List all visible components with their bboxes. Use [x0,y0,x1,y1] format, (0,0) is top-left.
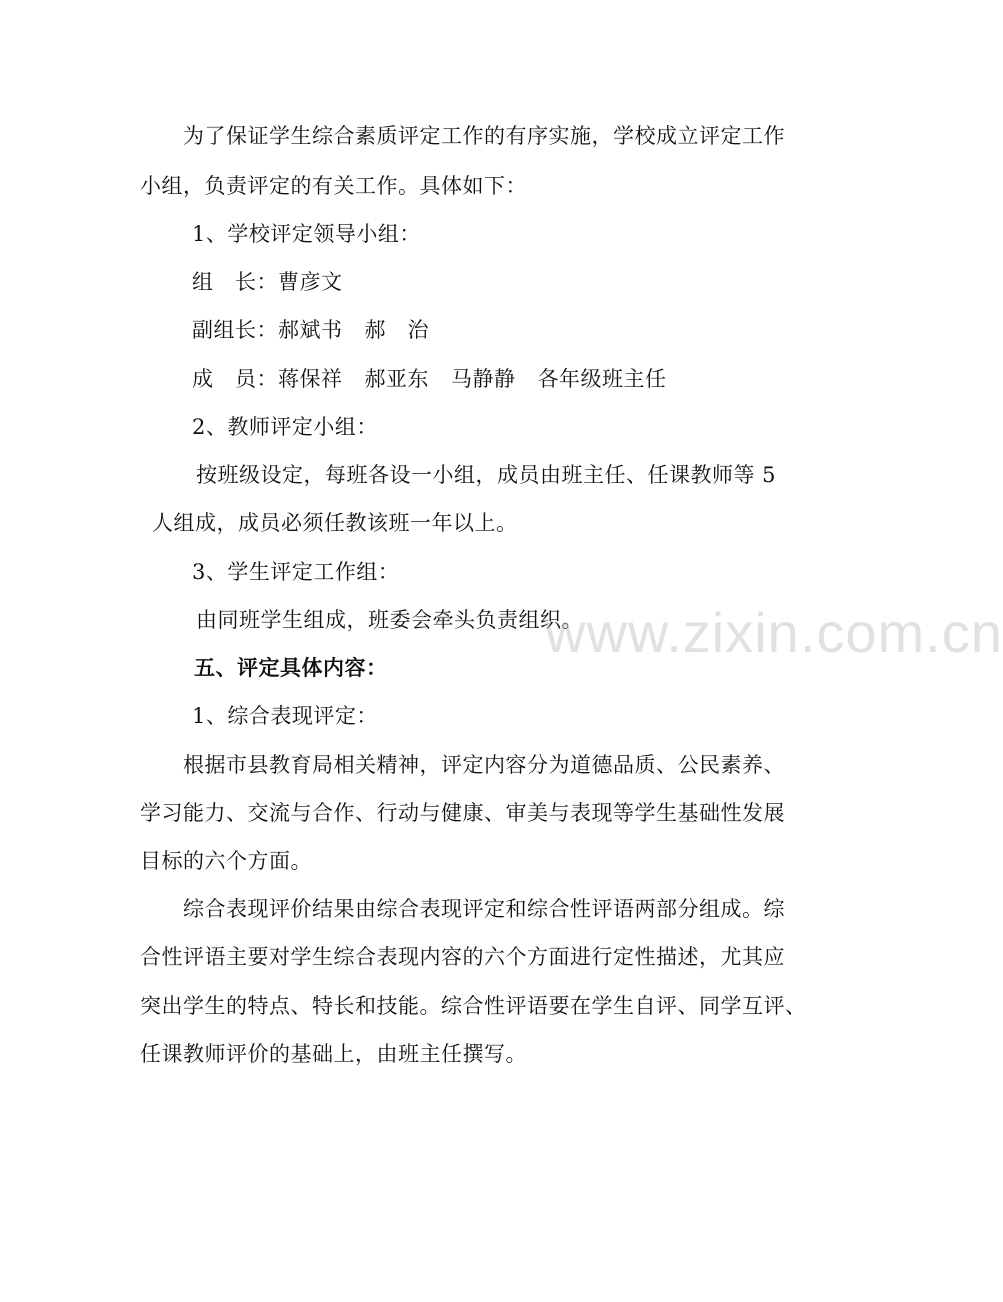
member-name-4: 各年级班主任 [537,367,667,391]
item2-title: 2、教师评定小组： [192,415,378,439]
item1-title: 1、学校评定领导小组： [192,222,421,246]
section-five-title: 五、评定具体内容： [194,655,388,680]
vice-name-2: 郝 治 [364,318,429,342]
sub1-title: 1、综合表现评定： [192,704,378,728]
leader-row [192,268,343,296]
intro-line-1: 为了保证学生综合素质评定工作的有序实施，学校成立评定工作 [183,124,785,148]
sub1-p2-line-4: 任课教师评价的基础上，由班主任撰写。 [140,1042,527,1066]
item2-line-2: 人组成，成员必须任教该班一年以上。 [152,511,518,535]
item3-title: 3、学生评定工作组： [192,560,400,584]
sub1-p2-line-1: 综合表现评价结果由综合表现评定和综合性评语两部分组成。综 [183,897,785,921]
members-row [192,365,667,393]
member-name-1: 蒋保祥 [278,367,343,391]
member-label: 成 员： [192,367,278,391]
vice-name-1: 郝斌书 [278,318,343,342]
site-watermark: www.zixin.com.cn [545,601,1003,664]
leader-label: 组 长： [192,270,278,294]
leader-name: 曹彦文 [278,270,343,294]
sub1-p1-line-3: 目标的六个方面。 [140,849,312,873]
sub1-p2-line-2: 合性评语主要对学生综合表现内容的六个方面进行定性描述，尤其应 [140,945,785,969]
sub1-p2-line-3: 突出学生的特点、特长和技能。综合性评语要在学生自评、同学互评、 [140,994,807,1018]
item3-line-1: 由同班学生组成，班委会牵头负责组织。 [196,608,583,632]
sub1-p1-line-1: 根据市县教育局相关精神，评定内容分为道德品质、公民素养、 [183,753,785,777]
vice-leader-row [192,316,429,344]
member-name-2: 郝亚东 [364,367,429,391]
vice-label: 副组长： [192,318,278,342]
sub1-p1-line-2: 学习能力、交流与合作、行动与健康、审美与表现等学生基础性发展 [140,801,785,825]
item2-line-1: 按班级设定，每班各设一小组，成员由班主任、任课教师等 5 [196,463,777,487]
intro-line-2: 小组，负责评定的有关工作。具体如下： [140,174,527,198]
member-name-3: 马静静 [451,367,516,391]
